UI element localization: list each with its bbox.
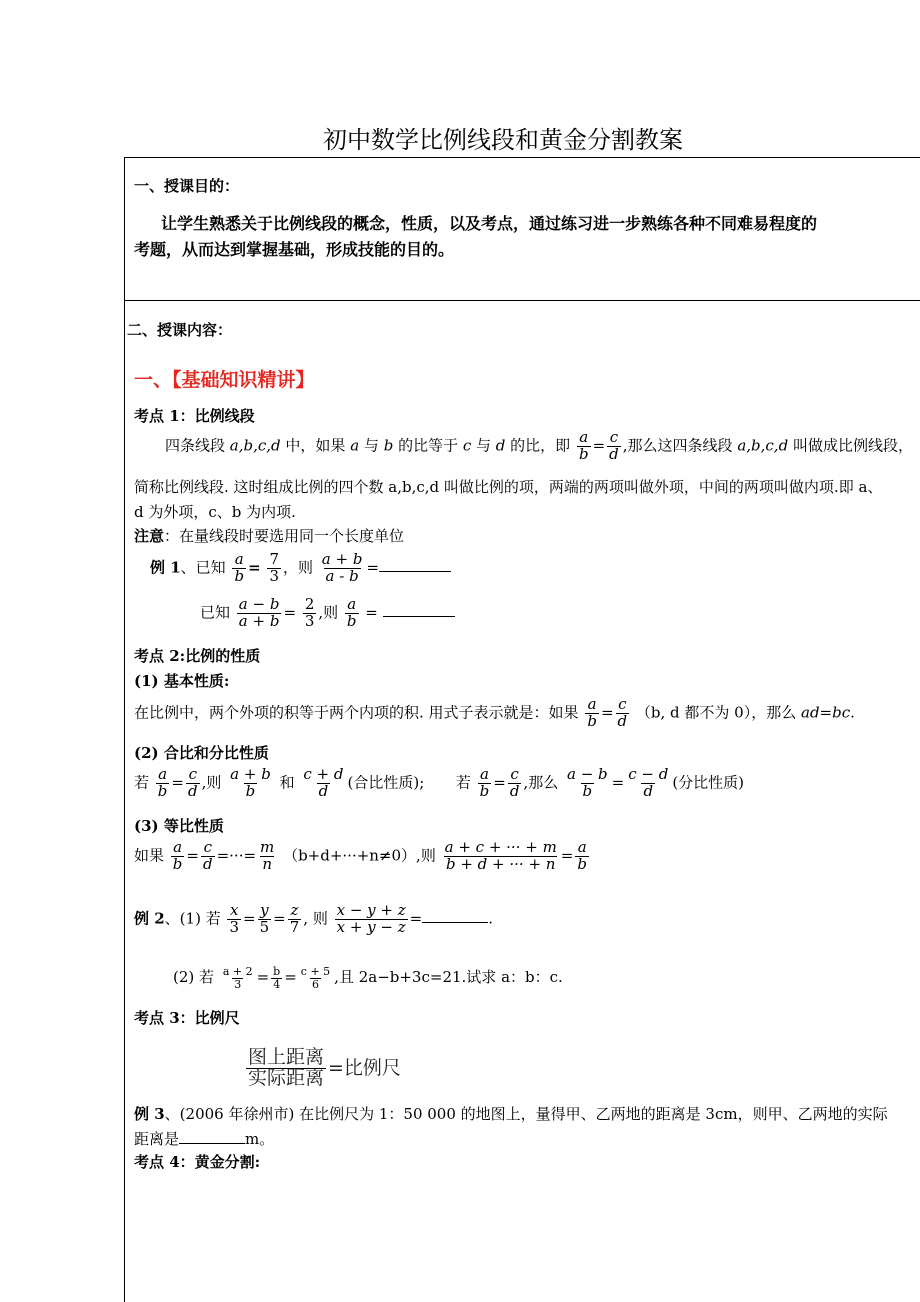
fraction (607, 430, 621, 463)
text: 四条线段 (165, 436, 230, 455)
text: 已知 (200, 603, 231, 622)
fraction (577, 430, 591, 463)
numerator: c + 5 (300, 965, 331, 978)
numerator: a (234, 550, 244, 568)
numerator: a + b (321, 550, 363, 568)
text: ad=bc. (801, 703, 855, 722)
text: （b, d 都不为 0），那么 (635, 703, 801, 722)
equals: = (409, 909, 423, 928)
numerator: c (510, 765, 519, 783)
text: 如果 (134, 846, 165, 865)
denominator: d (609, 444, 619, 463)
text: , 则 (303, 909, 328, 928)
fraction (201, 840, 215, 873)
fraction (186, 767, 200, 800)
text: 中，如果 (280, 436, 351, 455)
k1-note (134, 525, 404, 546)
numerator: a + 2 (222, 965, 253, 978)
denominator: 3 (234, 977, 242, 991)
fraction (288, 903, 302, 936)
fraction (575, 840, 589, 873)
denominator: 实际距离 (248, 1066, 325, 1089)
equals: = (366, 558, 380, 577)
numerator: a + b (230, 765, 271, 783)
k1-paragraph-line1 (165, 430, 913, 463)
text: ,那么这四条线段 (622, 436, 738, 455)
equals: = (283, 603, 297, 622)
numerator: x − y + z (336, 901, 406, 919)
denominator: 3 (229, 917, 240, 936)
denominator: 6 (311, 977, 319, 991)
text: m。 (245, 1130, 275, 1148)
k3-heading: 考点 3：比例尺 (134, 1009, 240, 1027)
fraction (156, 767, 170, 800)
answer-blank (422, 922, 488, 923)
text: 叫做成比例线段， (788, 436, 913, 455)
numerator: 图上距离 (248, 1046, 325, 1068)
denominator: b (582, 781, 593, 800)
note-text: ：在量线段时要选用同一个长度单位 (164, 527, 405, 545)
note-label: 注意 (134, 527, 165, 545)
numerator: a (587, 695, 597, 713)
answer-blank (383, 616, 455, 617)
fraction (508, 767, 522, 800)
numerator: a (479, 765, 489, 783)
fraction (345, 597, 359, 630)
k1-paragraph-line3: d 为外项，c、b 为内项. (134, 503, 296, 521)
text: ，则 (282, 558, 313, 577)
answer-blank (179, 1143, 245, 1144)
section1-heading: 一、授课目的： (134, 177, 240, 195)
text: 和 (279, 773, 295, 792)
fraction (246, 1048, 326, 1089)
text: (分比性质) (672, 773, 745, 792)
fraction (303, 597, 317, 630)
fraction (299, 966, 332, 990)
fraction (301, 767, 345, 800)
text: ,那么 (523, 773, 559, 792)
denominator: d (318, 781, 329, 800)
denominator: d (202, 854, 213, 873)
denominator: x + y − z (336, 917, 406, 936)
text: ,则 (201, 773, 222, 792)
text: （b+d+···+n≠0）,则 (283, 846, 436, 865)
denominator: b (346, 611, 357, 630)
example3-line2 (134, 1128, 274, 1149)
denominator: b (245, 781, 256, 800)
text: b (383, 436, 394, 455)
numerator: c (609, 428, 619, 446)
fraction (616, 697, 630, 730)
text: 的比等于 (393, 436, 463, 455)
text: =比例尺 (328, 1056, 401, 1079)
example-label: 例 1 (150, 558, 181, 577)
text: (2) 若 (173, 968, 215, 987)
numerator: z (290, 901, 299, 919)
table-left-border (124, 157, 125, 1302)
k2-prop3-text: 如果 $\frac{a}{b}$ = $\frac{c}{d}$ =···= $\frac{m}{n}$ （b+d+···+n≠0）,则 $\frac{a + c + \cdot\cdot\cdot + m}{b + d + \cdot\cdot\cdot + n}$ = $\frac{a}{b}$ (134, 838, 587, 873)
fraction (320, 552, 365, 585)
text: c (462, 436, 472, 455)
fraction (271, 966, 282, 990)
example2-line1: 例 2、(1) 若 $\frac{x}{3}$ = $\frac{y}{5}$ = $\frac{z}{7}$ , 则 $\frac{x - y + z}{x + y - z}$ = . (134, 901, 494, 936)
example2-line2: (2) 若 $\frac{a + 2}{3}$ = $\frac{b}{4}$ = $\frac{c + 5}{6}$ ,且 2a−b+3c=21.试求 a：b：c. (173, 965, 563, 991)
numerator: c (203, 838, 212, 856)
fraction (565, 767, 610, 800)
numerator: a (579, 428, 589, 446)
numerator: c − d (628, 765, 669, 783)
fraction (228, 767, 273, 800)
text: ,且 2a−b+3c=21.试求 a：b：c. (334, 968, 563, 987)
denominator: b (157, 781, 168, 800)
denominator: a - b (325, 566, 359, 585)
text: d (495, 436, 506, 455)
section1-text-line2: 考题，从而达到掌握基础，形成技能的目的。 (134, 240, 455, 259)
denominator: 3 (304, 611, 315, 630)
example-label: 例 2 (134, 909, 165, 928)
fraction (443, 840, 559, 873)
fraction (221, 966, 255, 990)
denominator: d (187, 781, 198, 800)
numerator: a + c + ··· + m (444, 838, 557, 856)
text: 的比，即 (505, 436, 571, 455)
k2-prop2-heading: (2) 合比和分比性质 (134, 744, 269, 762)
section1-text-line1: 让学生熟悉关于比例线段的概念，性质，以及考点，通过练习进一步熟练各种不同难易程度的 (161, 214, 818, 233)
equals: = (592, 436, 606, 455)
text: . (488, 909, 494, 928)
numerator: a − b (238, 595, 280, 613)
text: 与 (471, 436, 496, 455)
numerator: x (230, 901, 239, 919)
k2-prop2-text: 若 $\frac{a}{b}$ = $\frac{c}{d}$ ,则 $\frac{a + b}{b}$ 和 $\frac{c + d}{d}$ (合比性质); 若 $\frac{a}{b}$ = $\frac{c}{d}$ ,那么 $\frac{a - b}{b}$ = $\frac{c - d}{d}$ (分比性质) (134, 765, 745, 800)
table-row-divider (124, 300, 920, 301)
example1-line1 (150, 552, 451, 585)
fraction (585, 697, 599, 730)
example-label: 例 3 (134, 1105, 165, 1123)
numerator: a (173, 838, 183, 856)
fraction (258, 903, 272, 936)
numerator: c (188, 765, 197, 783)
scale-formula (244, 1048, 401, 1089)
text: a (350, 436, 360, 455)
section2-heading: 二、授课内容： (127, 321, 233, 339)
denominator: b + d + ··· + n (445, 854, 556, 873)
denominator: b (578, 444, 589, 463)
denominator: 3 (269, 566, 279, 585)
text: 、(2006 年徐州市) 在比例尺为 1：50 000 的地图上，量得甲、乙两地的距离是 3cm，则甲、乙两地的实际 (164, 1105, 888, 1123)
denominator: b (577, 854, 587, 873)
numerator: y (260, 901, 269, 919)
text: 在比例中，两个外项的积等于两个内项的积. 用式子表示就是：如果 (134, 703, 579, 722)
fraction (171, 840, 185, 873)
text: 若 (134, 773, 150, 792)
answer-blank (379, 571, 451, 572)
text: a,b,c,d (229, 436, 281, 455)
denominator: 4 (273, 977, 281, 991)
numerator: c + d (303, 765, 344, 783)
denominator: 5 (259, 917, 270, 936)
fraction (335, 903, 408, 936)
text: ,则 (318, 603, 339, 622)
fraction (258, 840, 276, 873)
denominator: a + b (238, 611, 280, 630)
denominator: b (234, 566, 245, 585)
numerator: a (347, 595, 357, 613)
numerator: b (273, 965, 281, 978)
fraction (626, 767, 670, 800)
table-top-border (124, 157, 920, 158)
denominator: 7 (289, 917, 300, 936)
numerator: a − b (566, 765, 608, 783)
fraction (237, 597, 282, 630)
denominator: d (509, 781, 520, 800)
text: =···= (216, 846, 257, 865)
part1-heading: 一、【基础知识精讲】 (134, 369, 315, 391)
text: a,b,c,d (737, 436, 789, 455)
text: 、已知 (180, 558, 226, 577)
denominator: b (479, 781, 490, 800)
fraction (232, 552, 246, 585)
fraction (267, 552, 281, 585)
denominator: b (587, 711, 597, 730)
example3-line1 (134, 1103, 888, 1124)
k2-prop1-heading: (1) 基本性质: (134, 672, 230, 690)
equals: = (360, 603, 383, 622)
k2-prop3-heading: (3) 等比性质 (134, 817, 224, 835)
fraction (478, 767, 492, 800)
text: (合比性质); (347, 773, 425, 792)
numerator: 2 (304, 595, 315, 613)
k2-prop1-text: 在比例中，两个外项的积等于两个内项的积. 用式子表示就是：如果 $\frac{a}{b}$ = $\frac{c}{d}$ （b, d 都不为 0），那么 ad=bc. (134, 695, 855, 730)
numerator: a (577, 838, 587, 856)
numerator: m (260, 838, 275, 856)
numerator: c (618, 695, 627, 713)
k1-paragraph-line2: 简称比例线段. 这时组成比例的四个数 a,b,c,d 叫做比例的项，两端的两项叫做外项，中间的两项叫做内项.即 a、 (134, 478, 883, 496)
fraction (227, 903, 241, 936)
text: 若 (455, 773, 471, 792)
k4-heading: 考点 4：黄金分割: (134, 1153, 261, 1171)
denominator: b (172, 854, 183, 873)
k1-heading: 考点 1：比例线段 (134, 407, 255, 425)
numerator: a (158, 765, 168, 783)
example1-line2 (200, 597, 455, 630)
text: 、(1) 若 (164, 909, 221, 928)
equals: = (248, 558, 261, 577)
k2-heading: 考点 2:比例的性质 (134, 647, 261, 665)
denominator: d (617, 711, 628, 730)
text: 与 (359, 436, 384, 455)
page-title: 初中数学比例线段和黄金分割教案 (323, 126, 683, 154)
text: 距离是 (134, 1130, 180, 1148)
denominator: n (262, 854, 272, 873)
numerator: 7 (269, 550, 279, 568)
denominator: d (643, 781, 654, 800)
